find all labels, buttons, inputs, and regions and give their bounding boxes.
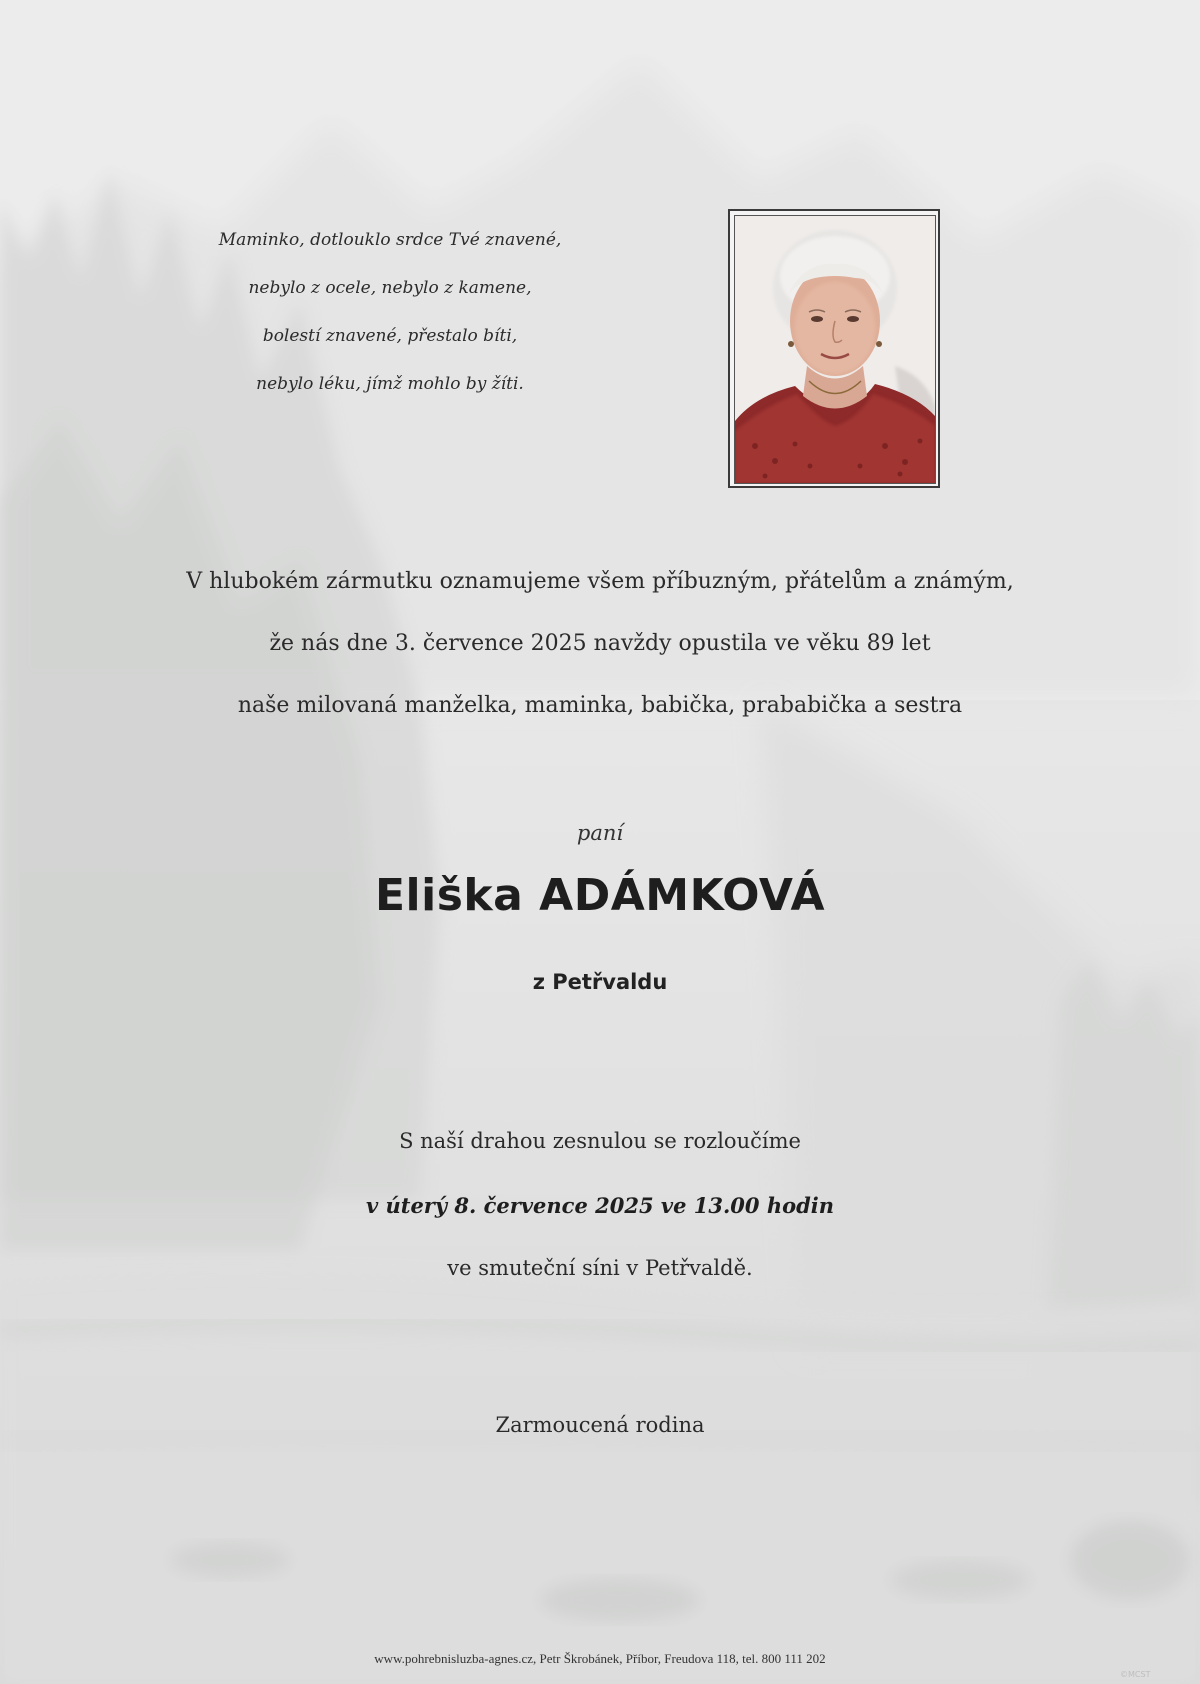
- poem-line-4: nebylo léku, jímž mohlo by žíti.: [256, 374, 524, 394]
- poem-line-3: bolestí znavené, přestalo bíti,: [262, 326, 518, 346]
- poem-line-1: Maminko, dotlouklo srdce Tvé znavené,: [218, 230, 562, 250]
- announcement-line-1: V hlubokém zármutku oznamujeme všem příbuzným, přátelům a známým,: [186, 569, 1014, 594]
- farewell-datetime: v úterý 8. července 2025 ve 13.00 hodin: [365, 1193, 835, 1218]
- deceased-name: Eliška ADÁMKOVÁ: [374, 870, 826, 921]
- family-signature: Zarmoucená rodina: [495, 1413, 705, 1437]
- funeral-service-footer: www.pohrebnisluzba-agnes.cz, Petr Škrobánek, Příbor, Freudova 118, tel. 800 111 202: [374, 1651, 826, 1666]
- portrait-photo-icon: [735, 216, 935, 483]
- watermark: ©MCST: [1120, 1670, 1151, 1679]
- portrait-photo: [734, 215, 936, 484]
- poem-line-2: nebylo z ocele, nebylo z kamene,: [248, 278, 532, 298]
- farewell-venue: ve smuteční síni v Petřvaldě.: [447, 1256, 753, 1280]
- announcement-line-3: naše milovaná manželka, maminka, babička, prababička a sestra: [237, 693, 963, 718]
- announcement-line-2: že nás dne 3. července 2025 navždy opustila ve věku 89 let: [269, 631, 931, 656]
- farewell-intro: S naší drahou zesnulou se rozloučíme: [399, 1129, 801, 1153]
- deceased-title: paní: [576, 821, 624, 845]
- portrait-frame: [728, 209, 940, 488]
- deceased-place: z Petřvaldu: [532, 970, 668, 994]
